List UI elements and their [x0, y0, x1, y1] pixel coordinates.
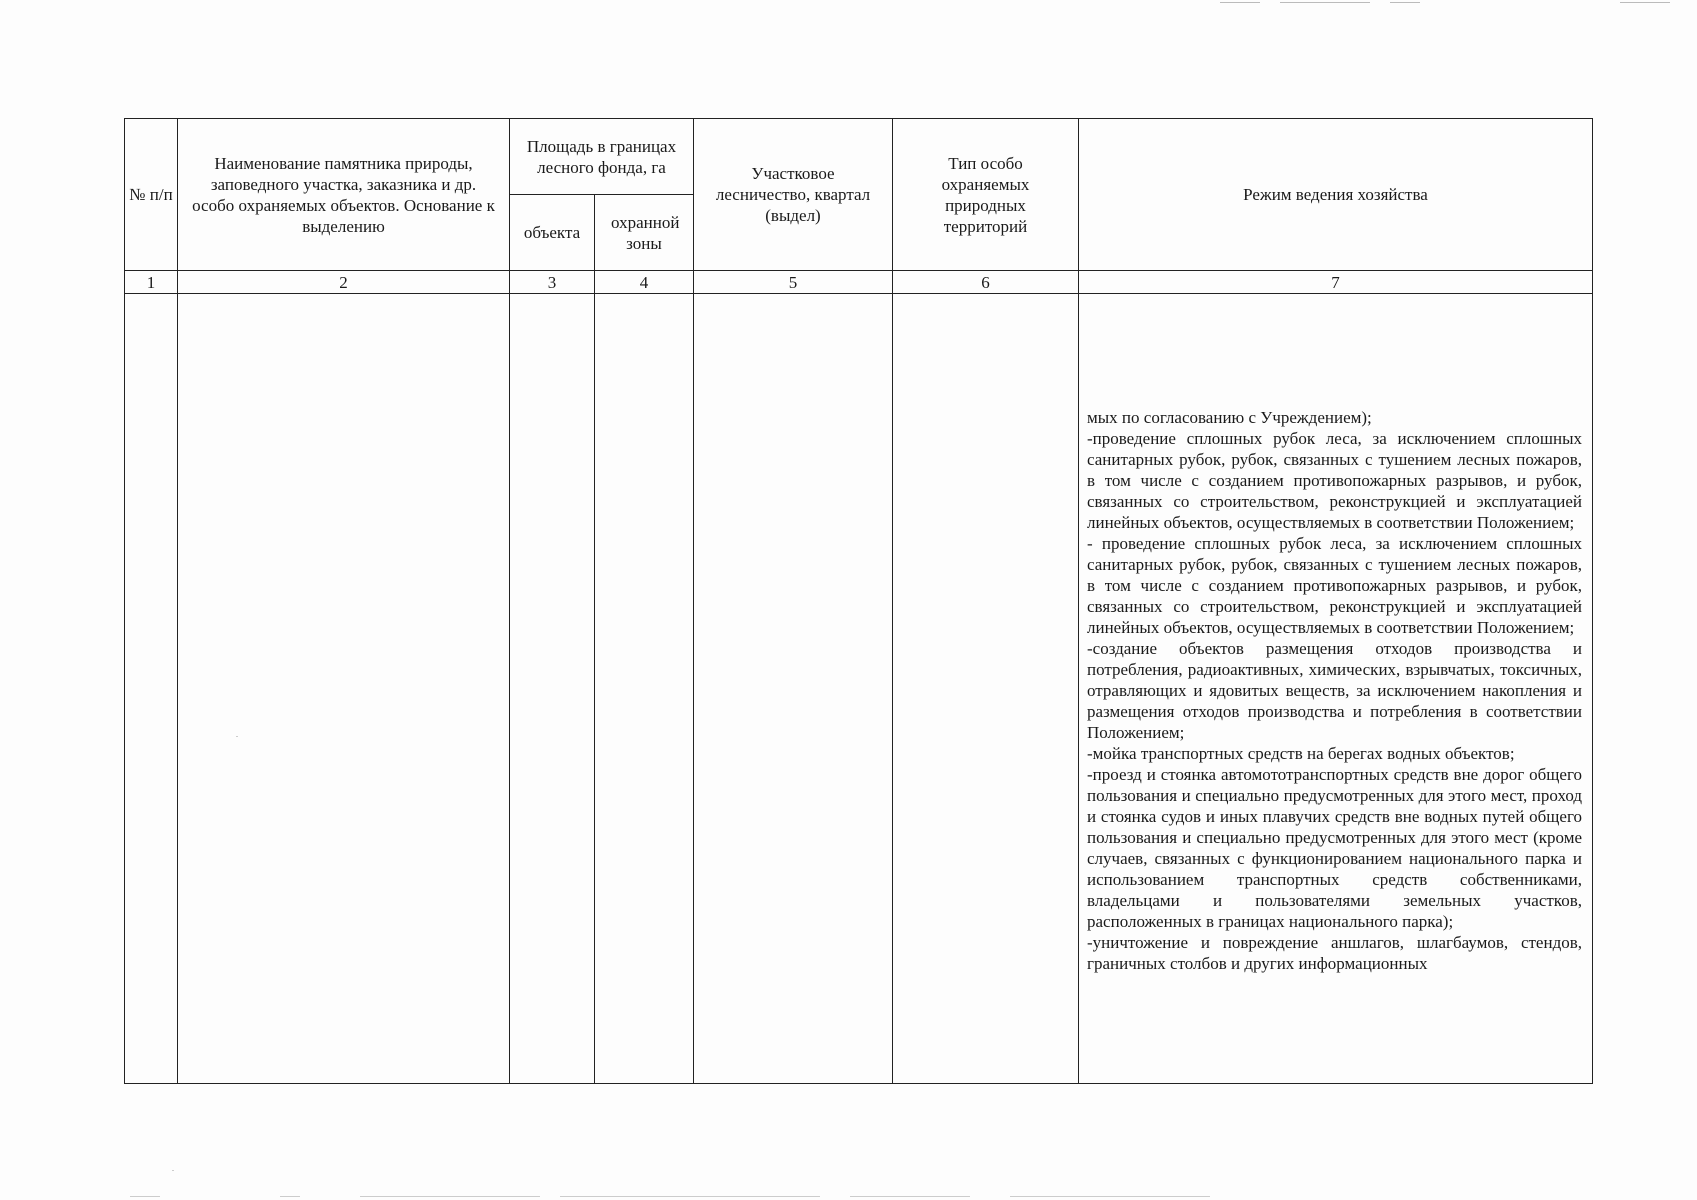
header-area-object: объекта [510, 195, 595, 271]
scan-artifact-top [1220, 0, 1680, 6]
scan-speck [172, 1170, 174, 1171]
column-number: 5 [694, 271, 893, 294]
cell-forestry [694, 294, 893, 1084]
column-number: 4 [595, 271, 694, 294]
header-forestry: Участковое лесничество, квартал (выдел) [694, 119, 893, 271]
scan-speck [236, 736, 238, 737]
column-number-row [125, 271, 1593, 294]
header-type: Тип особо охраняемых природных территорий [893, 119, 1079, 271]
regime-paragraph: -проезд и стоянка автомототранспортных средств вне дорог общего пользования и специально предусмотренных для этого мест, проход и стоянка судов и иных плавучих средств вне водных путей общего пользования и специально предусмотренных для этого мест (кроме случаев, связанных с функционированием национального парка и использованием транспортных средств собственниками, владельцами и пользователями земельных участков, расположенных в границах национального парка); [1087, 764, 1582, 931]
regime-paragraph: -создание объектов размещения отходов производства и потребления, радиоактивных, химических, взрывчатых, токсичных, отравляющих и ядовитых веществ, за исключением накопления и размещения отходов производства и потребления в соответствии Положением; [1087, 638, 1582, 742]
cell-name [178, 294, 510, 1084]
cell-area-zone [595, 294, 694, 1084]
regime-paragraph: -проведение сплошных рубок леса, за исключением сплошных санитарных рубок, рубок, связанных с тушением лесных пожаров, в том числе с созданием противопожарных разрывов, и рубок, связанных со строительством, реконструкцией и эксплуатацией линейных объектов, осуществляемых в соответствии Положением; [1087, 428, 1582, 532]
header-area-zone: охранной зоны [595, 195, 694, 271]
column-number: 1 [125, 271, 178, 294]
protected-areas-table [124, 118, 1593, 1084]
header-name: Наименование памятника природы, заповедного участка, заказника и др. особо охраняемых объектов. Основание к выделению [178, 119, 510, 271]
column-number: 6 [893, 271, 1079, 294]
column-number: 2 [178, 271, 510, 294]
cell-regime [1079, 294, 1593, 1084]
regime-paragraph: мых по согласованию с Учреждением); [1087, 407, 1372, 427]
regime-paragraph: - проведение сплошных рубок леса, за исключением сплошных санитарных рубок, рубок, связанных с тушением лесных пожаров, в том числе с созданием противопожарных разрывов, и рубок, связанных со строительством, реконструкцией и эксплуатацией линейных объектов, осуществляемых в соответствии Положением; [1087, 533, 1582, 637]
header-area-group: Площадь в границах лесного фонда, га [510, 119, 694, 195]
table-row [125, 294, 1593, 1084]
header-regime: Режим ведения хозяйства [1079, 119, 1593, 271]
regime-paragraph: -уничтожение и повреждение аншлагов, шлагбаумов, стендов, граничных столбов и других информационных [1087, 932, 1582, 973]
cell-area-object [510, 294, 595, 1084]
header-number: № п/п [125, 119, 178, 271]
column-number: 3 [510, 271, 595, 294]
cell-type [893, 294, 1079, 1084]
cell-number [125, 294, 178, 1084]
column-number: 7 [1079, 271, 1593, 294]
regime-paragraph: -мойка транспортных средств на берегах водных объектов; [1087, 743, 1515, 763]
scan-artifact-bottom [130, 1196, 1230, 1200]
